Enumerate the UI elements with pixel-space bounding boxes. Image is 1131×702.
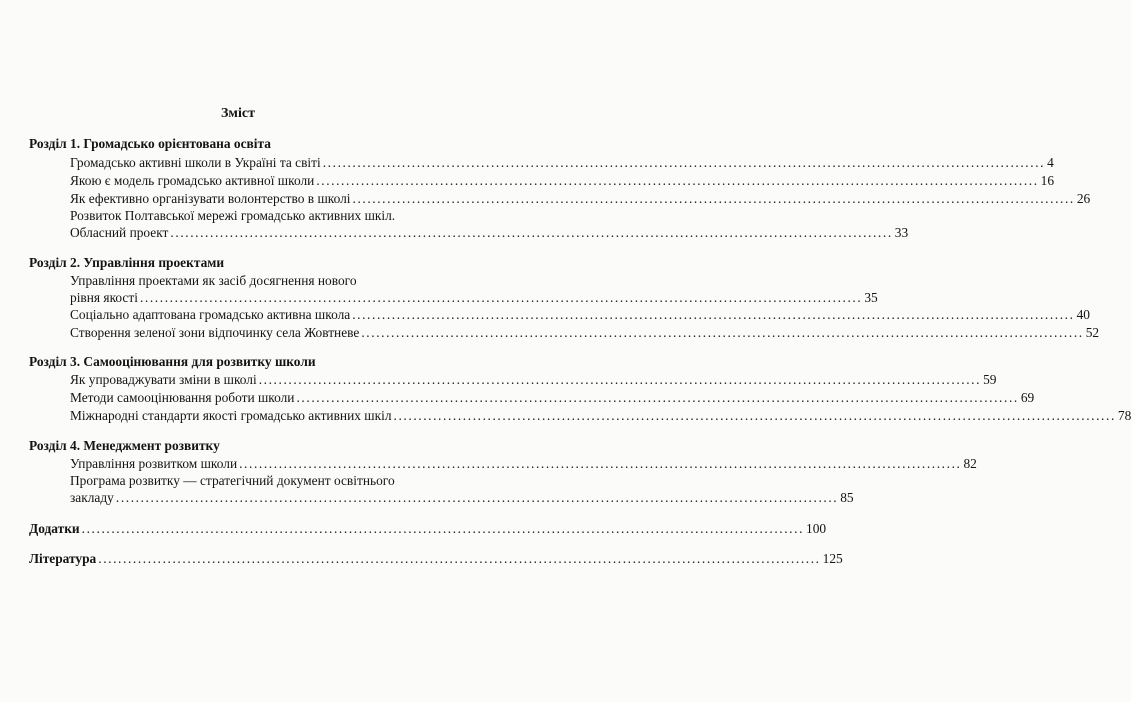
leader-dots: .................................................................................................................................................. — [98, 551, 821, 566]
leader-dots: .................................................................................................................................................. — [115, 490, 839, 505]
leader-dots: .................................................................................................................................................. — [258, 372, 982, 387]
page-number: 78 — [1117, 408, 1131, 423]
page-number: 82 — [963, 456, 977, 471]
page-number: 59 — [983, 372, 997, 387]
toc-entry: Міжнародні стандарти якості громадсько активних шкіл .................................................................................................................................................. 78 — [70, 408, 1131, 423]
toc-entry: Як упроваджувати зміни в школі .................................................................................................................................................. 59 — [70, 372, 997, 387]
section-2-heading: Розділ 2. Управління проектами — [29, 255, 225, 270]
toc-entry: Управління розвитком школи .................................................................................................................................................. 82 — [70, 456, 977, 471]
leader-dots: .................................................................................................................................................. — [352, 191, 1075, 206]
leader-dots: .................................................................................................................................................. — [170, 225, 893, 240]
toc-entry-line1: Управління проектами як засіб досягнення нового — [70, 273, 357, 288]
leader-dots: .................................................................................................................................................. — [239, 456, 962, 471]
toc-entry: Обласний проект .................................................................................................................................................. 33 — [70, 225, 909, 240]
page-number: 85 — [840, 490, 854, 505]
leader-dots: .................................................................................................................................................. — [361, 325, 1084, 340]
page-number: 125 — [822, 551, 843, 566]
page-number: 69 — [1020, 390, 1035, 405]
leader-dots: .................................................................................................................................................. — [322, 155, 1046, 170]
page-title: Зміст — [221, 106, 255, 121]
literature-entry: Література .................................................................................................................................................. 125 — [29, 551, 843, 566]
section-3-heading: Розділ 3. Самооцінювання для розвитку школи — [29, 354, 316, 369]
section-1-heading: Розділ 1. Громадсько орієнтована освіта — [29, 136, 271, 151]
page-number: 35 — [864, 290, 878, 305]
section-4-heading: Розділ 4. Менеджмент розвитку — [29, 438, 220, 453]
leader-dots: .................................................................................................................................................. — [393, 408, 1116, 423]
toc-entry: Створення зеленої зони відпочинку села Жовтневе .................................................................................................................................................. 52 — [70, 325, 1100, 340]
appendix-entry: Додатки .................................................................................................................................................. 100 — [29, 521, 827, 536]
toc-entry-line1: Програма розвитку — стратегічний документ освітнього — [70, 473, 395, 488]
leader-dots: .................................................................................................................................................. — [81, 521, 805, 536]
leader-dots: .................................................................................................................................................. — [352, 307, 1075, 322]
toc-entry: Методи самооцінювання роботи школи .................................................................................................................................................. 69 — [70, 390, 1035, 405]
page-number: 40 — [1076, 307, 1090, 322]
page-number: 4 — [1047, 155, 1054, 170]
toc-entry: закладу .................................................................................................................................................. 85 — [70, 490, 854, 505]
page-number: 16 — [1040, 173, 1055, 188]
toc-entry-line1: Розвиток Полтавської мережі громадсько активних шкіл. — [70, 208, 396, 223]
page-number: 33 — [894, 225, 909, 240]
toc-entry: Якою є модель громадсько активної школи .................................................................................................................................................. 16 — [70, 173, 1055, 188]
page-number: 26 — [1076, 191, 1091, 206]
toc-entry: Соціально адаптована громадсько активна школа .................................................................................................................................................. 40 — [70, 307, 1090, 322]
leader-dots: .................................................................................................................................................. — [296, 390, 1019, 405]
leader-dots: .................................................................................................................................................. — [139, 290, 863, 305]
page-number: 52 — [1085, 325, 1100, 340]
toc-entry: рівня якості .................................................................................................................................................. 35 — [70, 290, 878, 305]
leader-dots: .................................................................................................................................................. — [316, 173, 1039, 188]
toc-entry: Як ефективно організувати волонтерство в школі .................................................................................................................................................. 26 — [70, 191, 1091, 206]
toc-entry: Громадсько активні школи в Україні та світі .................................................................................................................................................. 4 — [70, 155, 1054, 170]
page-number: 100 — [806, 521, 827, 536]
